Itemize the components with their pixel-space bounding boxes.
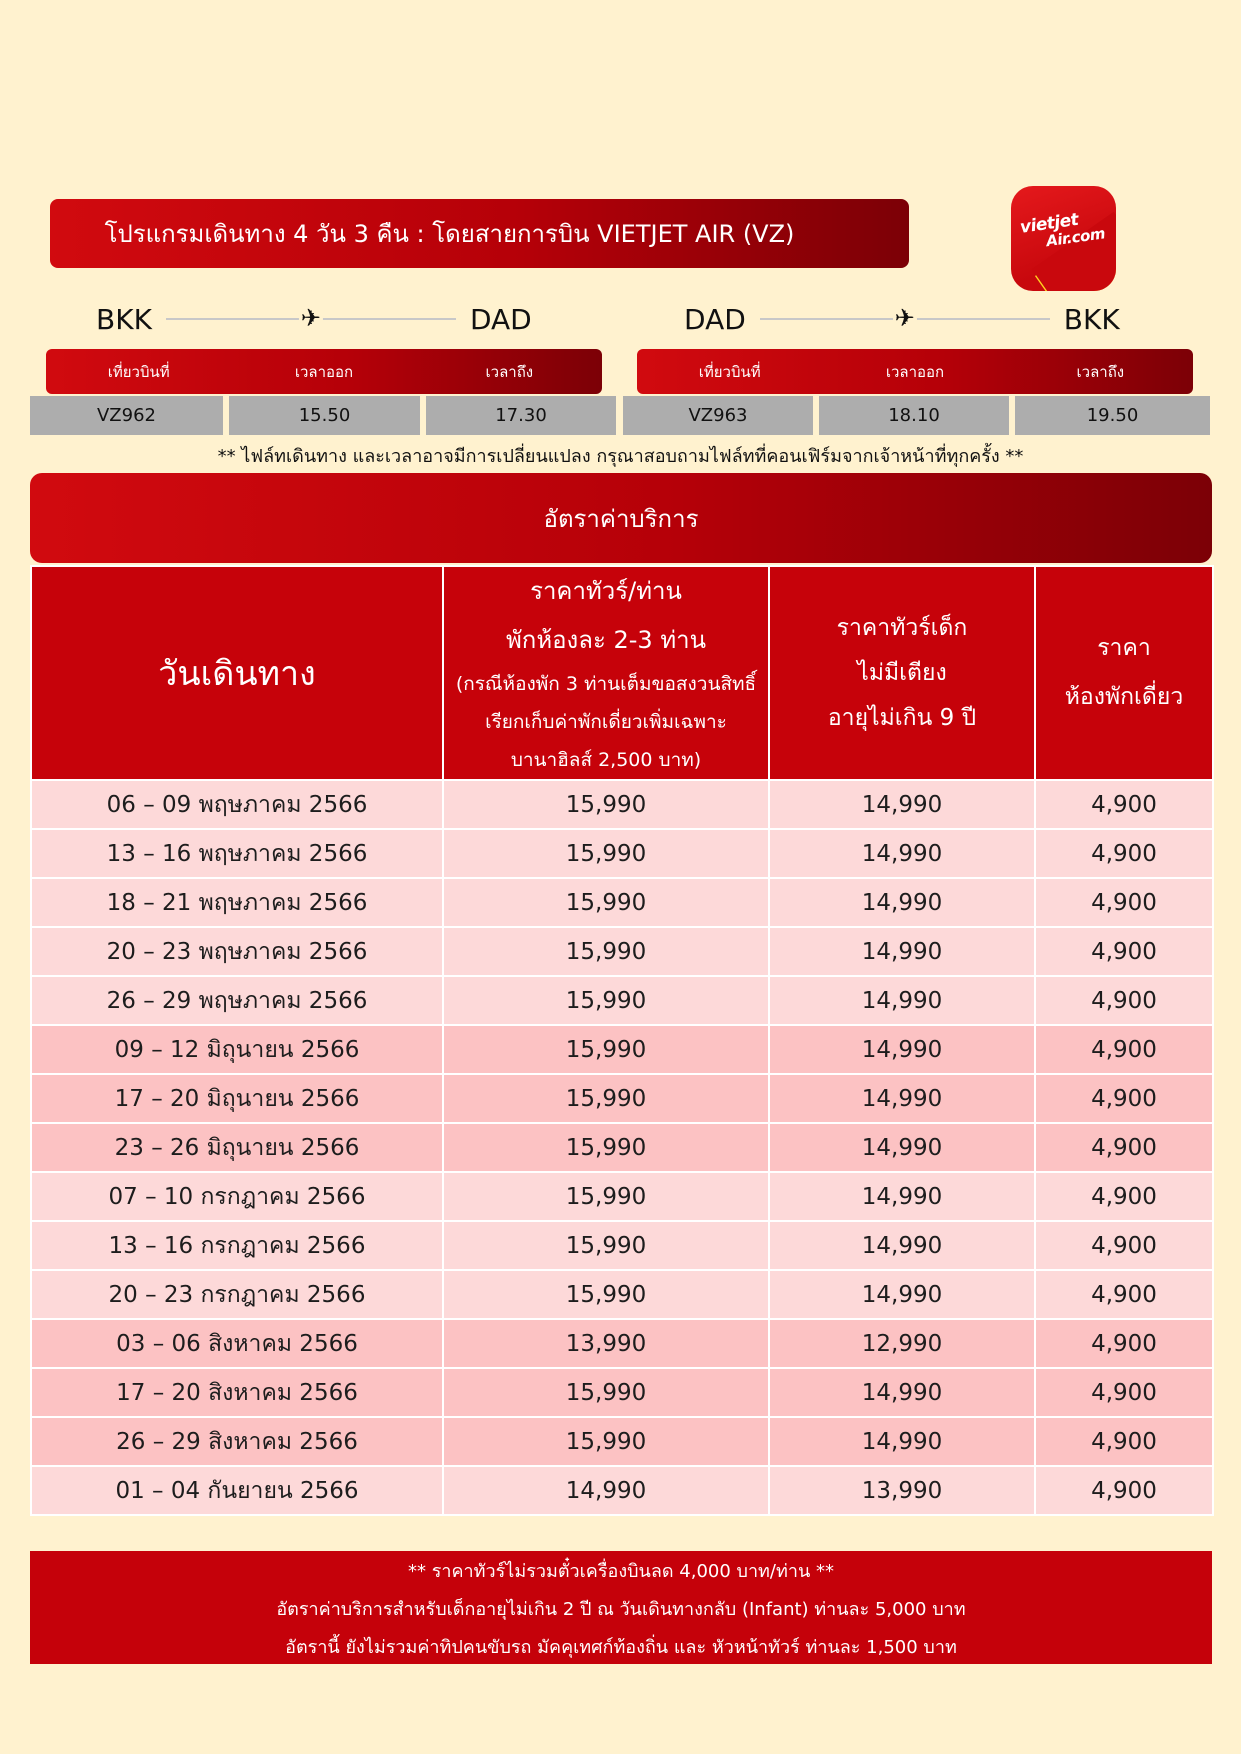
single-room-cell: 4,900 bbox=[1035, 1319, 1213, 1368]
header-depart: เวลาออก bbox=[294, 362, 354, 381]
single-room-cell: 4,900 bbox=[1035, 1368, 1213, 1417]
travel-date-cell: 20 – 23 พฤษภาคม 2566 bbox=[31, 927, 443, 976]
child-price-cell: 14,990 bbox=[769, 1368, 1035, 1417]
child-price-cell: 14,990 bbox=[769, 1074, 1035, 1123]
price-table bbox=[30, 565, 1214, 1516]
depart-time: 18.10 bbox=[819, 396, 1009, 435]
table-row bbox=[31, 1270, 1213, 1319]
table-row bbox=[31, 1172, 1213, 1221]
travel-date-cell: 09 – 12 มิถุนายน 2566 bbox=[31, 1025, 443, 1074]
travel-date-cell: 26 – 29 พฤษภาคม 2566 bbox=[31, 976, 443, 1025]
child-price-cell: 14,990 bbox=[769, 1123, 1035, 1172]
return-flight-header bbox=[637, 349, 1193, 394]
outbound-flight-values bbox=[30, 396, 616, 435]
flight-change-notice: ** ไฟล์ทเดินทาง และเวลาอาจมีการเปลี่ยนแปลง กรุณาสอบถามไฟล์ทที่คอนเฟิร์มจากเจ้าหน้าที่ทุกครั้ง ** bbox=[217, 446, 1024, 467]
route-line bbox=[166, 304, 456, 332]
plane-icon: ✈ bbox=[894, 304, 915, 332]
table-row bbox=[31, 1417, 1213, 1466]
adult-price-cell: 15,990 bbox=[443, 780, 769, 829]
table-row bbox=[31, 780, 1213, 829]
program-title-bar bbox=[50, 199, 909, 268]
travel-date-cell: 26 – 29 สิงหาคม 2566 bbox=[31, 1417, 443, 1466]
return-flight-values bbox=[623, 396, 1210, 435]
travel-date-cell: 17 – 20 มิถุนายน 2566 bbox=[31, 1074, 443, 1123]
header-depart: เวลาออก bbox=[885, 362, 945, 381]
child-price-cell: 14,990 bbox=[769, 1172, 1035, 1221]
table-row bbox=[31, 976, 1213, 1025]
travel-date-cell: 20 – 23 กรกฎาคม 2566 bbox=[31, 1270, 443, 1319]
flight-number: VZ962 bbox=[30, 396, 223, 435]
table-row bbox=[31, 1123, 1213, 1172]
single-room-cell: 4,900 bbox=[1035, 829, 1213, 878]
single-room-cell: 4,900 bbox=[1035, 1074, 1213, 1123]
child-price-cell: 13,990 bbox=[769, 1466, 1035, 1515]
depart-time: 15.50 bbox=[229, 396, 420, 435]
single-room-cell: 4,900 bbox=[1035, 1123, 1213, 1172]
adult-price-cell: 15,990 bbox=[443, 878, 769, 927]
adult-price-cell: 15,990 bbox=[443, 1074, 769, 1123]
travel-date-cell: 23 – 26 มิถุนายน 2566 bbox=[31, 1123, 443, 1172]
header-arrive: เวลาถึง bbox=[485, 362, 534, 381]
flight-number: VZ963 bbox=[623, 396, 813, 435]
footer-note: อัตราค่าบริการสำหรับเด็กอายุไม่เกิน 2 ปี ณ วันเดินทางกลับ (Infant) ท่านละ 5,000 บาท bbox=[276, 1599, 966, 1620]
outbound-route bbox=[96, 298, 556, 340]
header-flight-no: เที่ยวบินที่ bbox=[698, 362, 761, 381]
single-room-cell: 4,900 bbox=[1035, 1221, 1213, 1270]
rate-title-bar bbox=[30, 473, 1212, 563]
child-price-cell: 14,990 bbox=[769, 1025, 1035, 1074]
child-price-cell: 14,990 bbox=[769, 1270, 1035, 1319]
table-row bbox=[31, 1368, 1213, 1417]
travel-date-cell: 18 – 21 พฤษภาคม 2566 bbox=[31, 878, 443, 927]
single-room-cell: 4,900 bbox=[1035, 1270, 1213, 1319]
single-room-cell: 4,900 bbox=[1035, 1417, 1213, 1466]
single-room-cell: 4,900 bbox=[1035, 1025, 1213, 1074]
adult-price-cell: 15,990 bbox=[443, 976, 769, 1025]
header-flight-no: เที่ยวบินที่ bbox=[107, 362, 170, 381]
footer-note: ** ราคาทัวร์ไม่รวมตั๋วเครื่องบินลด 4,000 บาท/ท่าน ** bbox=[408, 1561, 834, 1582]
adult-price-cell: 14,990 bbox=[443, 1466, 769, 1515]
single-room-cell: 4,900 bbox=[1035, 976, 1213, 1025]
table-row bbox=[31, 1221, 1213, 1270]
table-row bbox=[31, 1025, 1213, 1074]
travel-date-cell: 06 – 09 พฤษภาคม 2566 bbox=[31, 780, 443, 829]
price-footer-notes bbox=[30, 1551, 1212, 1664]
route-destination: BKK bbox=[1063, 302, 1120, 336]
footer-note: อัตรานี้ ยังไม่รวมค่าทิปคนขับรถ มัคคุเทศก์ท้องถิ่น และ หัวหน้าทัวร์ ท่านละ 1,500 บาท bbox=[285, 1637, 957, 1658]
header-travel-date: วันเดินทาง bbox=[31, 566, 443, 780]
adult-price-cell: 15,990 bbox=[443, 1417, 769, 1466]
single-room-cell: 4,900 bbox=[1035, 878, 1213, 927]
travel-date-cell: 03 – 06 สิงหาคม 2566 bbox=[31, 1319, 443, 1368]
single-room-cell: 4,900 bbox=[1035, 1172, 1213, 1221]
adult-price-cell: 15,990 bbox=[443, 829, 769, 878]
vietjet-logo: vietjet Air.com bbox=[1011, 186, 1116, 291]
travel-date-cell: 13 – 16 พฤษภาคม 2566 bbox=[31, 829, 443, 878]
rate-title: อัตราค่าบริการ bbox=[543, 504, 699, 533]
travel-date-cell: 17 – 20 สิงหาคม 2566 bbox=[31, 1368, 443, 1417]
adult-price-cell: 15,990 bbox=[443, 1025, 769, 1074]
route-line bbox=[760, 304, 1050, 332]
plane-icon: ✈ bbox=[300, 304, 321, 332]
child-price-cell: 14,990 bbox=[769, 780, 1035, 829]
header-child-price: ราคาทัวร์เด็ก ไม่มีเตียง อายุไม่เกิน 9 ปี bbox=[769, 566, 1035, 780]
adult-price-cell: 15,990 bbox=[443, 1172, 769, 1221]
single-room-cell: 4,900 bbox=[1035, 927, 1213, 976]
table-row bbox=[31, 1466, 1213, 1515]
adult-price-cell: 15,990 bbox=[443, 1123, 769, 1172]
table-row bbox=[31, 878, 1213, 927]
adult-price-cell: 15,990 bbox=[443, 1270, 769, 1319]
child-price-cell: 14,990 bbox=[769, 829, 1035, 878]
program-title: โปรแกรมเดินทาง 4 วัน 3 คืน : โดยสายการบิน VIETJET AIR (VZ) bbox=[104, 220, 795, 248]
header-arrive: เวลาถึง bbox=[1076, 362, 1125, 381]
route-origin: BKK bbox=[96, 302, 152, 336]
child-price-cell: 14,990 bbox=[769, 976, 1035, 1025]
outbound-flight-header bbox=[46, 349, 602, 394]
header-single-room: ราคา ห้องพักเดี่ยว bbox=[1035, 566, 1213, 780]
return-route bbox=[684, 298, 1142, 340]
travel-date-cell: 13 – 16 กรกฎาคม 2566 bbox=[31, 1221, 443, 1270]
child-price-cell: 12,990 bbox=[769, 1319, 1035, 1368]
table-row bbox=[31, 1319, 1213, 1368]
route-destination: DAD bbox=[469, 302, 532, 336]
travel-date-cell: 01 – 04 กันยายน 2566 bbox=[31, 1466, 443, 1515]
adult-price-cell: 15,990 bbox=[443, 1368, 769, 1417]
route-origin: DAD bbox=[684, 302, 746, 336]
table-row bbox=[31, 829, 1213, 878]
travel-date-cell: 07 – 10 กรกฎาคม 2566 bbox=[31, 1172, 443, 1221]
single-room-cell: 4,900 bbox=[1035, 1466, 1213, 1515]
adult-price-cell: 15,990 bbox=[443, 1221, 769, 1270]
arrive-time: 17.30 bbox=[426, 396, 616, 435]
single-room-cell: 4,900 bbox=[1035, 780, 1213, 829]
arrive-time: 19.50 bbox=[1015, 396, 1210, 435]
adult-price-cell: 15,990 bbox=[443, 927, 769, 976]
child-price-cell: 14,990 bbox=[769, 1417, 1035, 1466]
table-row bbox=[31, 927, 1213, 976]
child-price-cell: 14,990 bbox=[769, 1221, 1035, 1270]
child-price-cell: 14,990 bbox=[769, 927, 1035, 976]
adult-price-cell: 13,990 bbox=[443, 1319, 769, 1368]
child-price-cell: 14,990 bbox=[769, 878, 1035, 927]
table-row bbox=[31, 1074, 1213, 1123]
header-adult-price: ราคาทัวร์/ท่าน พักห้องละ 2-3 ท่าน (กรณีห้องพัก 3 ท่านเต็มขอสงวนสิทธิ์ เรียกเก็บค่าพักเดี่ยวเพิ่มเฉพาะ บานาฮิลส์ 2,500 บาท) bbox=[443, 566, 769, 780]
